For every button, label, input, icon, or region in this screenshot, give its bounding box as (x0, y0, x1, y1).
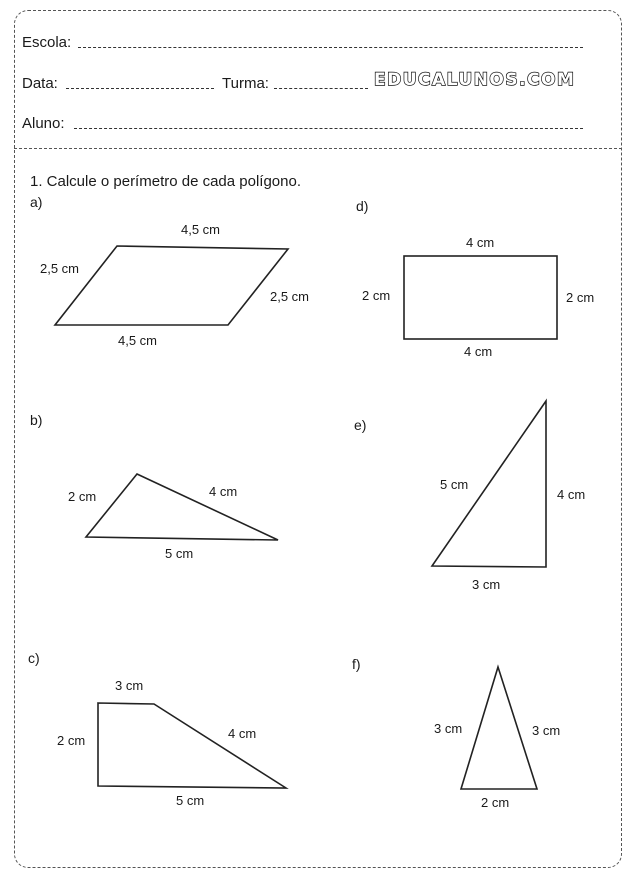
figure-b-triangle (86, 474, 278, 540)
exercise-title: 1. Calcule o perímetro de cada polígono. (30, 173, 302, 190)
date-label: Data: (22, 75, 58, 92)
figure-d-bottom-label: 4 cm (464, 344, 493, 359)
figure-a-bottom-label: 4,5 cm (118, 333, 158, 348)
figure-e-hyp-label: 5 cm (440, 477, 469, 492)
figure-d-letter: d) (356, 198, 369, 214)
figure-b-left-label: 2 cm (68, 489, 97, 504)
figure-c-top-label: 3 cm (115, 678, 144, 693)
figure-c-bottom-label: 5 cm (176, 793, 205, 808)
school-label: Escola: (22, 34, 72, 51)
figure-d-left-label: 2 cm (362, 288, 391, 303)
figure-b-bottom-label: 5 cm (165, 546, 194, 561)
figure-b-right-label: 4 cm (209, 484, 238, 499)
figure-f-letter: f) (352, 656, 361, 672)
student-label: Aluno: (22, 115, 65, 132)
figure-e-right-label: 4 cm (557, 487, 586, 502)
educalunos-logo: EDUCALUNOS.COM (374, 70, 576, 90)
figure-f-right-label: 3 cm (532, 723, 561, 738)
figure-c-slant-label: 4 cm (228, 726, 257, 741)
figure-c-left-label: 2 cm (57, 733, 86, 748)
figure-c-trapezoid (98, 703, 286, 788)
figure-a-top-label: 4,5 cm (181, 222, 221, 237)
figure-a-letter: a) (30, 194, 43, 210)
figure-f-bottom-label: 2 cm (481, 795, 510, 810)
figure-e-letter: e) (354, 417, 367, 433)
figure-d-rectangle (404, 256, 557, 339)
class-label: Turma: (222, 75, 269, 92)
figure-a-left-label: 2,5 cm (40, 261, 80, 276)
figure-b-letter: b) (30, 412, 43, 428)
figure-a-parallelogram (55, 246, 288, 325)
figure-d-right-label: 2 cm (566, 290, 595, 305)
figure-f-left-label: 3 cm (434, 721, 463, 736)
figure-f-isosceles-triangle (461, 667, 537, 789)
figure-c-letter: c) (28, 650, 40, 666)
figure-e-bottom-label: 3 cm (472, 577, 501, 592)
figure-a-right-label: 2,5 cm (270, 289, 310, 304)
figure-d-top-label: 4 cm (466, 235, 495, 250)
